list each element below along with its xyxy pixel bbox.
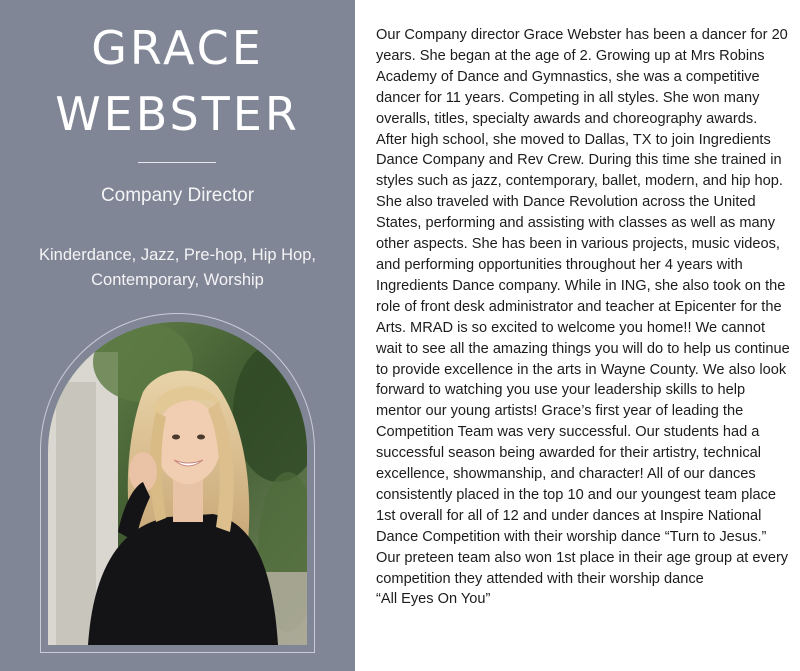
dance-styles-line-2: Contemporary, Worship [91, 271, 264, 289]
portrait-photo [48, 322, 307, 645]
title-divider [138, 162, 216, 163]
name-first: GRACE [91, 21, 264, 75]
bio-body: Our Company director Grace Webster has been a dancer for 20 years. She began at the age of 2. Growing up at Mrs Robins Academy of Dance and Gymnastics, she was a competitive dancer for 11 years. Competing in all styles. She won many overalls, titles, specialty awards and choreography awards. After high school, she moved to Dallas, TX to join Ingredients Dance Company and Rev Crew. During this time she trained in styles such as jazz, contemporary, ballet, modern, and hip hop. She also traveled with Dance Revolution across the United States, performing and assisting with classes as well as many other aspects. She has been in various projects, music videos, and performing opportunities throughout her 4 years with Ingredients Dance company. While in ING, she also took on the role of front desk administrator and teacher at Epicenter for the Arts. MRAD is so excited to welcome you home!! We cannot wait to see all the amazing things you will do to help us continue to provide excellence in the arts in Wayne County. We also look forward to watching you use your leadership skills to help mentor our young artists! Grace’s first year of leading the Competition Team was very successful. Our students had a successful season being awarded for their artistry, technical excellence, showmanship, and character! All of our dances consistently placed in the top 10 and our youngest team place 1st overall for all of 12 and under dances at Inspire National Dance Competition with their worship dance “Turn to Jesus.” Our preteen team also won 1st place in their age group at every competition they attended with their worship dance [376, 27, 790, 587]
profile-sidebar [0, 0, 355, 671]
bio-closing-line: “All Eyes On You” [376, 591, 491, 608]
dance-styles-line-1: Kinderdance, Jazz, Pre-hop, Hip Hop, [39, 246, 316, 264]
role-title: Company Director [100, 185, 255, 206]
dance-styles [20, 243, 335, 293]
name-last: WEBSTER [55, 87, 300, 141]
bio-text [376, 25, 790, 610]
bio-panel [355, 0, 800, 671]
